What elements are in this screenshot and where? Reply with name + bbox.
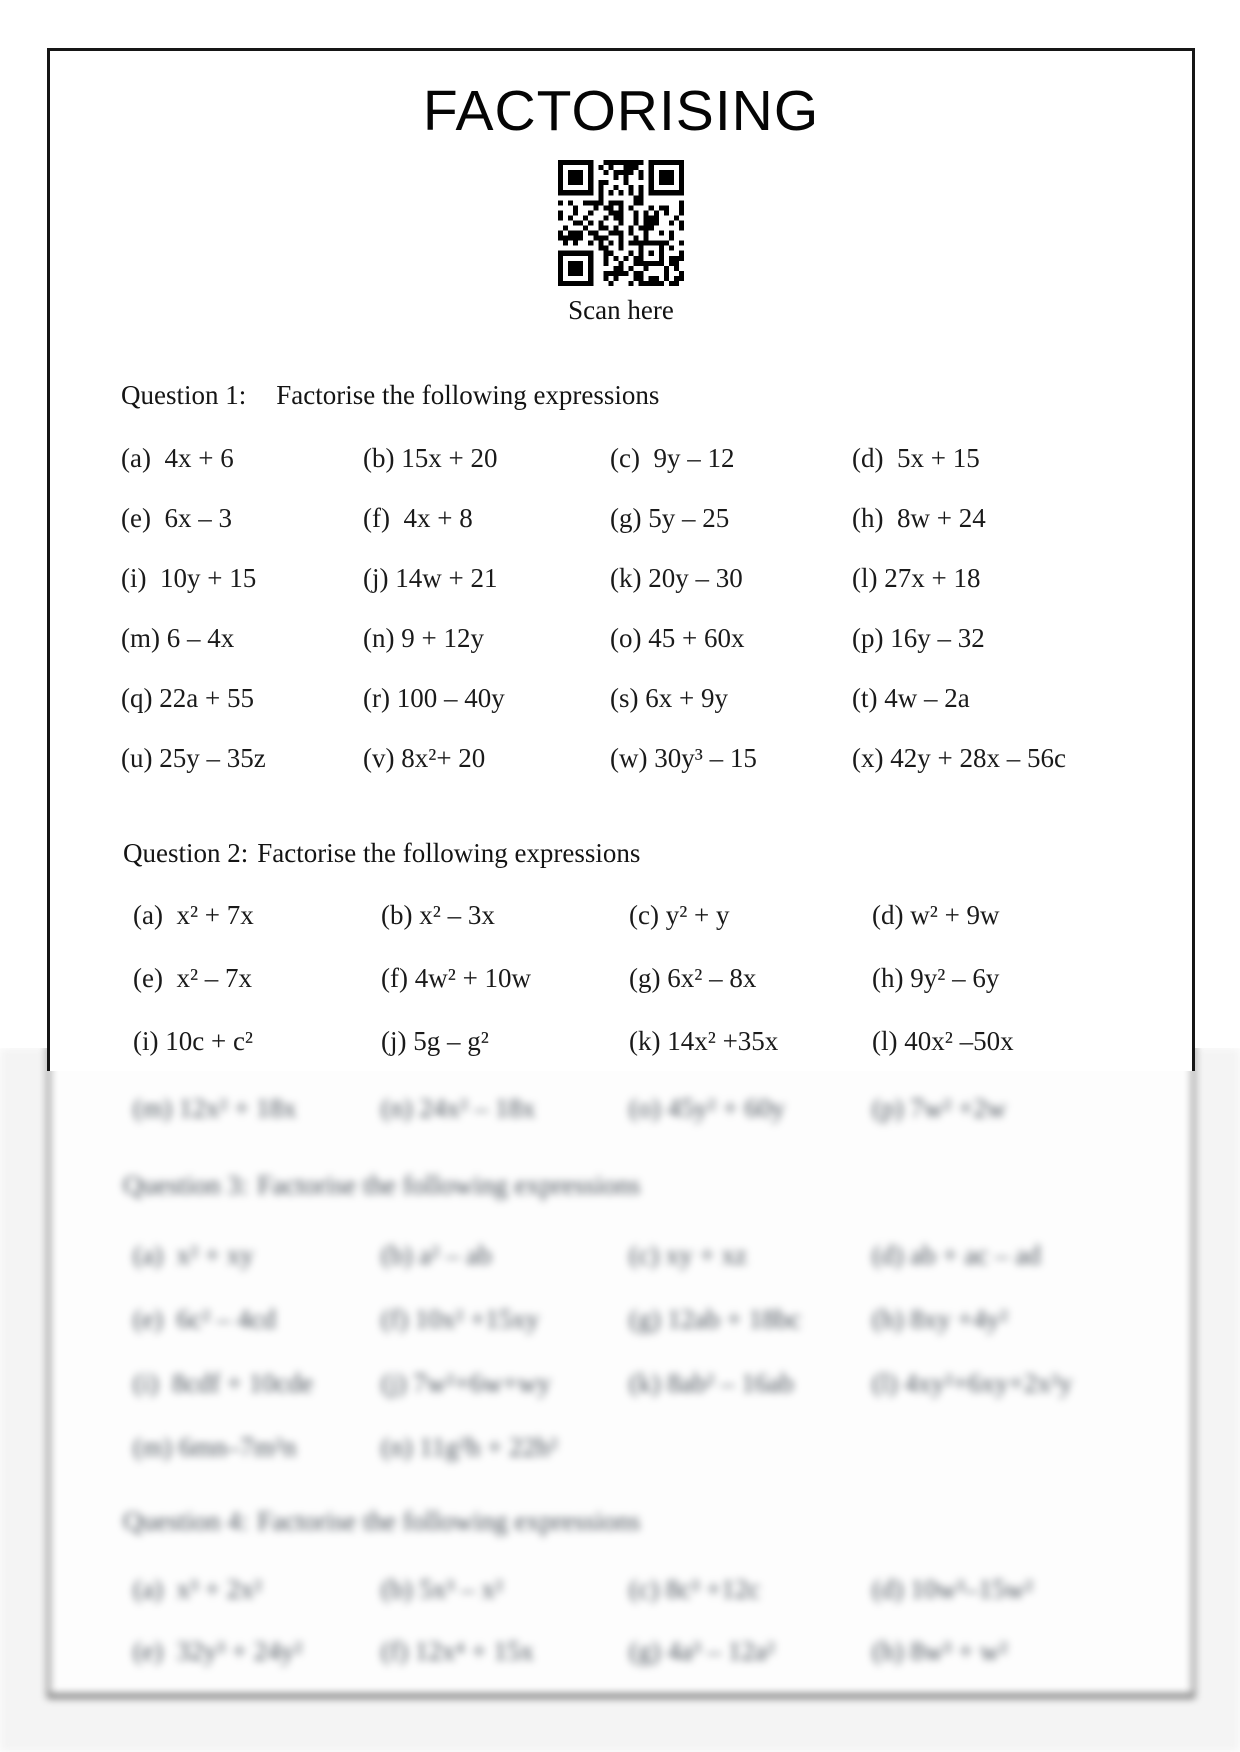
expression-row xyxy=(47,683,1240,713)
expression-item: (a) x³ + 2x² xyxy=(133,1574,262,1604)
expression-item: (k) 14x² +35x xyxy=(629,1026,779,1056)
expression-row xyxy=(47,1636,1240,1666)
question-2-header xyxy=(47,838,1240,868)
expression-item: (w) 30y³ – 15 xyxy=(610,743,757,773)
expression-item: (l) 40x² –50x xyxy=(872,1026,1014,1056)
qr-code-pattern xyxy=(47,160,1195,291)
blurred-preview-region xyxy=(0,1048,1240,1752)
expression-row xyxy=(47,1240,1240,1270)
expression-item: (c) xy + xz xyxy=(629,1240,747,1270)
expression-row xyxy=(47,1304,1240,1334)
expression-row xyxy=(47,563,1240,593)
expression-item: (m) 6mn–7m²n xyxy=(133,1432,297,1462)
expression-item: (b) 5x³ – x² xyxy=(381,1574,503,1604)
expression-item: (j) 7w²+6w+wy xyxy=(381,1368,551,1398)
question-3-label: Question 3: xyxy=(123,1170,249,1200)
expression-row xyxy=(47,743,1240,773)
expression-item: (m) 12x² + 18x xyxy=(133,1093,297,1123)
expression-item: (s) 6x + 9y xyxy=(610,683,728,713)
expression-row xyxy=(47,623,1240,653)
expression-row xyxy=(47,1026,1240,1056)
expression-item: (b) 15x + 20 xyxy=(363,443,498,473)
expression-item: (d) ab + ac – ad xyxy=(872,1240,1041,1270)
question-1-header xyxy=(47,380,1240,410)
question-1-instruction: Factorise the following expressions xyxy=(276,380,660,410)
expression-row xyxy=(47,1432,1240,1462)
expression-item xyxy=(629,1432,872,1462)
page-title: FACTORISING xyxy=(422,79,820,143)
question-2-label: Question 2: xyxy=(123,838,249,868)
expression-item: (l) 27x + 18 xyxy=(852,563,981,593)
expression-item: (e) 6c² – 4cd xyxy=(133,1304,277,1334)
expression-item: (c) y² + y xyxy=(629,900,730,930)
expression-item: (k) 20y – 30 xyxy=(610,563,743,593)
expression-item: (b) x² – 3x xyxy=(381,900,495,930)
question-4-header xyxy=(47,1506,1240,1536)
expression-item: (d) 5x + 15 xyxy=(852,443,980,473)
question-4-instruction: Factorise the following expressions xyxy=(257,1506,641,1536)
expression-item: (t) 4w – 2a xyxy=(852,683,970,713)
expression-row xyxy=(47,963,1240,993)
expression-row xyxy=(47,900,1240,930)
expression-row xyxy=(47,1368,1240,1398)
expression-item: (f) 12x⁴ + 15x xyxy=(381,1636,534,1666)
expression-item: (n) 11g²h + 22h² xyxy=(381,1432,558,1462)
expression-row xyxy=(47,503,1240,533)
expression-item: (b) a² – ab xyxy=(381,1240,492,1270)
expression-item: (g) 6x² – 8x xyxy=(629,963,757,993)
expression-item: (o) 45y² + 60y xyxy=(629,1093,786,1123)
expression-item: (c) 8c³ +12c xyxy=(629,1574,761,1604)
expression-item: (r) 100 – 40y xyxy=(363,683,505,713)
question-2-instruction: Factorise the following expressions xyxy=(257,838,641,868)
expression-item: (i) 10y + 15 xyxy=(121,563,257,593)
qr-code-image xyxy=(47,160,1195,291)
question-3-instruction: Factorise the following expressions xyxy=(257,1170,641,1200)
expression-row xyxy=(47,443,1240,473)
expression-item: (f) 4w² + 10w xyxy=(381,963,532,993)
expression-item: (o) 45 + 60x xyxy=(610,623,745,653)
expression-item: (h) 8w³ + w² xyxy=(872,1636,1008,1666)
expression-item: (a) x² + 7x xyxy=(133,900,254,930)
expression-item xyxy=(872,1432,1240,1462)
expression-item: (j) 14w + 21 xyxy=(363,563,498,593)
expression-item: (f) 10x² +15xy xyxy=(381,1304,540,1334)
expression-item: (k) 8ab² – 16ab xyxy=(629,1368,794,1398)
expression-item: (i) 8cdf + 10cde xyxy=(133,1368,314,1398)
expression-item: (f) 4x + 8 xyxy=(363,503,473,533)
expression-item: (v) 8x²+ 20 xyxy=(363,743,486,773)
expression-item: (x) 42y + 28x – 56c xyxy=(852,743,1066,773)
question-1-label: Question 1: xyxy=(121,380,247,410)
expression-item: (e) x² – 7x xyxy=(133,963,253,993)
expression-item: (n) 24x² – 18x xyxy=(381,1093,536,1123)
expression-item: (e) 32y³ + 24y² xyxy=(133,1636,303,1666)
expression-item: (p) 16y – 32 xyxy=(852,623,985,653)
expression-item: (g) 4a³ – 12a² xyxy=(629,1636,775,1666)
expression-item: (m) 6 – 4x xyxy=(121,623,235,653)
expression-item: (q) 22a + 55 xyxy=(121,683,254,713)
expression-item: (d) w² + 9w xyxy=(872,900,1000,930)
expression-item: (a) 4x + 6 xyxy=(121,443,234,473)
expression-item: (d) 10w³–15w² xyxy=(872,1574,1033,1604)
expression-item: (h) 8w + 24 xyxy=(852,503,986,533)
expression-item: (p) 7w² +2w xyxy=(872,1093,1007,1123)
question-3-header xyxy=(47,1170,1240,1200)
expression-item: (l) 4xy²+6xy+2x²y xyxy=(872,1368,1073,1398)
expression-item: (h) 9y² – 6y xyxy=(872,963,1000,993)
expression-row xyxy=(47,1093,1240,1123)
expression-item: (u) 25y – 35z xyxy=(121,743,266,773)
expression-item: (e) 6x – 3 xyxy=(121,503,232,533)
expression-item: (a) x² + xy xyxy=(133,1240,254,1270)
expression-item: (g) 12ab + 18bc xyxy=(629,1304,801,1334)
expression-item: (g) 5y – 25 xyxy=(610,503,730,533)
expression-item: (c) 9y – 12 xyxy=(610,443,735,473)
expression-item: (h) 8xy +4y² xyxy=(872,1304,1008,1334)
expression-item: (j) 5g – g² xyxy=(381,1026,489,1056)
expression-row xyxy=(47,1574,1240,1604)
qr-caption: Scan here xyxy=(568,295,674,325)
expression-item: (i) 10c + c² xyxy=(133,1026,254,1056)
expression-item: (n) 9 + 12y xyxy=(363,623,484,653)
question-4-label: Question 4: xyxy=(123,1506,249,1536)
